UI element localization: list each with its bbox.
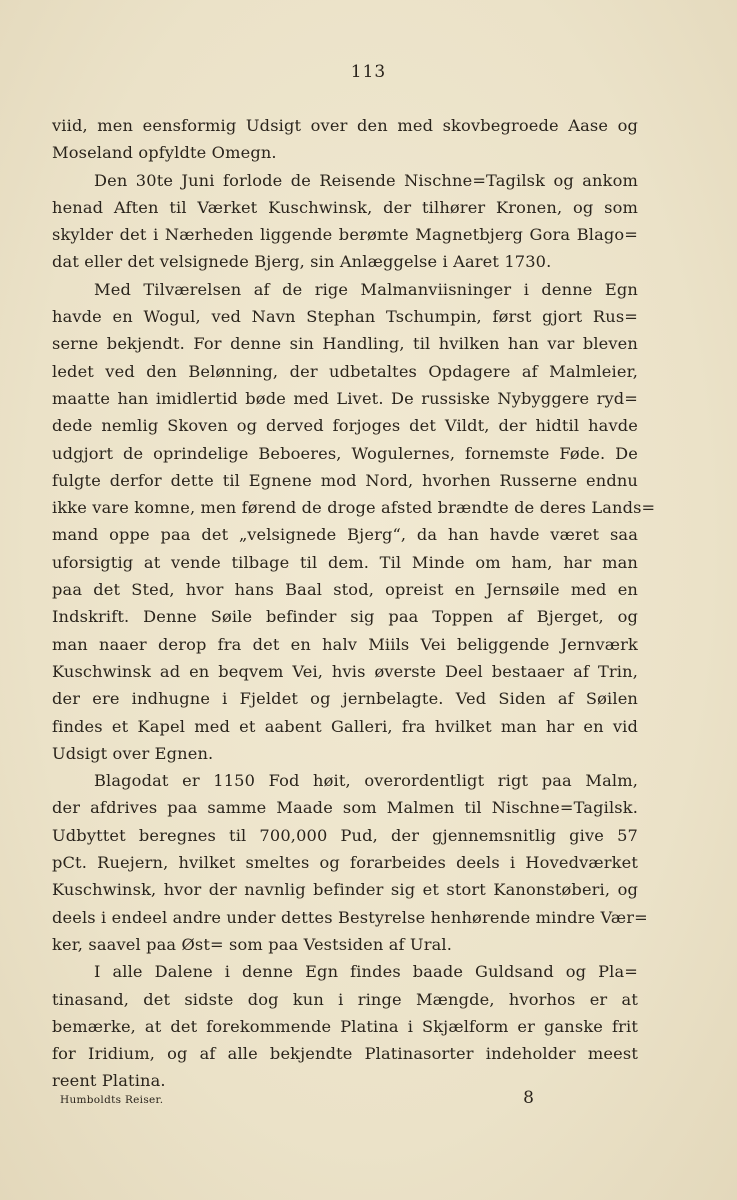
- text-line: tinasand, det sidste dog kun i ringe Mængde, hvorhos er at: [52, 989, 638, 1009]
- text-line: paa det Sted, hvor hans Baal stod, opreist en Jernsøile med en: [52, 580, 638, 600]
- text-line: deels i endeel andre under dettes Bestyrelse henhørende mindre Vær=: [52, 907, 648, 927]
- text-line: henad Aften til Værket Kuschwinsk, der tilhører Kronen, og som: [52, 197, 638, 217]
- text-line: Udbyttet beregnes til 700,000 Pud, der gjennemsnitlig give 57: [52, 825, 638, 845]
- body-text: [52, 112, 656, 1095]
- text-line: viid, men eensformig Udsigt over den med skovbegroede Aase og: [52, 116, 638, 135]
- text-line: uforsigtig at vende tilbage til dem. Til Minde om ham, har man: [52, 552, 638, 572]
- text-line: serne bekjendt. For denne sin Handling, til hvilken han var bleven: [52, 334, 638, 354]
- text-line: havde en Wogul, ved Navn Stephan Tschumpin, først gjort Rus=: [52, 307, 638, 327]
- text-line: I alle Dalene i denne Egn findes baade Guldsand og Pla=: [94, 962, 638, 982]
- text-line: ledet ved den Belønning, der udbetaltes Opdagere af Malmleier,: [52, 361, 638, 381]
- text-line: der afdrives paa samme Maade som Malmen til Nischne=Tagilsk.: [52, 798, 638, 818]
- text-line: for Iridium, og af alle bekjendte Platinasorter indeholder meest: [52, 1044, 638, 1064]
- text-line: fulgte derfor dette til Egnene mod Nord, hvorhen Russerne endnu: [52, 470, 638, 490]
- text-line: Kuschwinsk, hvor der navnlig befinder sig et stort Kanonstøberi, og: [52, 880, 638, 900]
- text-line: Udsigt over Egnen.: [52, 743, 214, 763]
- text-line: findes et Kapel med et aabent Galleri, fra hvilket man har en vid: [52, 716, 638, 736]
- text-line: ker, saavel paa Øst= som paa Vestsiden af Ural.: [52, 934, 453, 954]
- text-line: man naaer derop fra det en halv Miils Vei beliggende Jernværk: [52, 634, 638, 654]
- text-line: Indskrift. Denne Søile befinder sig paa Toppen af Bjerget, og: [52, 607, 638, 627]
- text-line: Kuschwinsk ad en beqvem Vei, hvis øverste Deel bestaaer af Trin,: [52, 661, 638, 681]
- text-line: der ere indhugne i Fjeldet og jernbelagte. Ved Siden af Søilen: [52, 689, 638, 709]
- text-line: Med Tilværelsen af de rige Malmanviisninger i denne Egn: [94, 279, 638, 299]
- signature-mark: 8: [523, 1088, 534, 1108]
- text-line: mand oppe paa det „velsignede Bjerg“, da han havde været saa: [52, 525, 638, 545]
- page-footer: [60, 1088, 534, 1108]
- text-line: udgjort de oprindelige Beboeres, Wogulernes, fornemste Føde. De: [52, 443, 638, 463]
- printer-signature: Humboldts Reiser.: [60, 1094, 164, 1106]
- text-line: bemærke, at det forekommende Platina i Skjælform er ganske frit: [52, 1016, 638, 1036]
- text-line: Den 30te Juni forlode de Reisende Nischne=Tagilsk og ankom: [94, 170, 638, 190]
- text-line: skylder det i Nærheden liggende berømte Magnetbjerg Gora Blago=: [52, 225, 638, 245]
- text-line: ikke vare komne, men førend de droge afsted brændte de deres Lands=: [52, 498, 656, 518]
- text-line: dede nemlig Skoven og derved forjoges det Vildt, der hidtil havde: [52, 416, 638, 436]
- text-line: Blagodat er 1150 Fod høit, overordentligt rigt paa Malm,: [94, 771, 638, 791]
- text-line: pCt. Ruejern, hvilket smeltes og forarbeides deels i Hovedværket: [52, 853, 638, 873]
- text-line: dat eller det velsignede Bjerg, sin Anlæggelse i Aaret 1730.: [52, 252, 552, 272]
- text-line: maatte han imidlertid bøde med Livet. De russiske Nybyggere ryd=: [52, 388, 638, 408]
- text-line: Moseland opfyldte Omegn.: [52, 143, 277, 163]
- page-number: 113: [350, 62, 387, 82]
- text-line: reent Platina.: [52, 1071, 166, 1091]
